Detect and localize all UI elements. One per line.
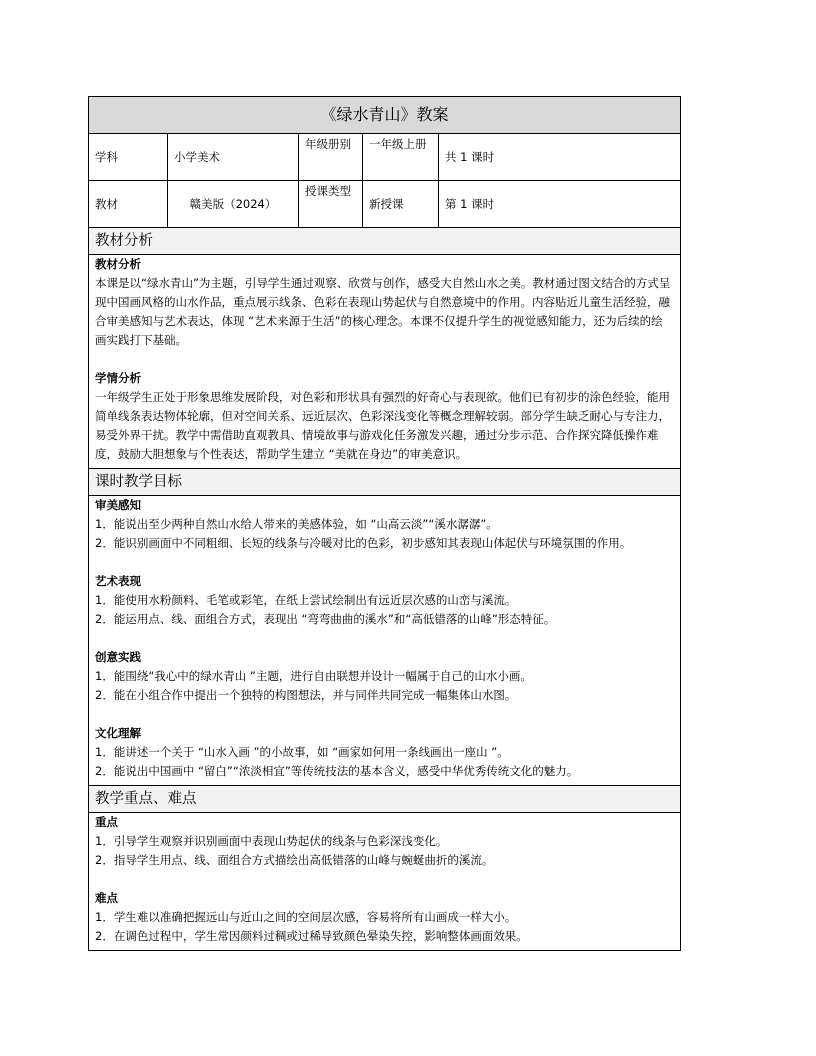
list-item: 2．指导学生用点、线、面组合方式描绘出高低错落的山峰与蜿蜒曲折的溪流。 [95,853,494,867]
subheading: 学情分析 [95,371,141,385]
section-body [89,813,681,951]
grade-label: 年级册别 [299,134,363,181]
subheading: 难点 [95,891,118,905]
textbook-label: 教材 [89,181,168,228]
lesson-type-value: 新授课 [363,181,439,228]
subheading: 教材分析 [95,257,141,271]
subheading: 创意实践 [95,650,141,664]
info-row-1 [89,134,681,181]
lesson-plan-document [88,96,680,951]
lesson-plan-table [88,96,681,951]
total-periods: 共 1 课时 [439,134,681,181]
list-item: 2．能说出中国画中 “留白”“浓淡相宜”等传统技法的基本含义，感受中华优秀传统文化的魅力。 [95,764,579,778]
section-heading: 教材分析 [89,228,681,255]
grade-value: 一年级上册 [363,134,439,181]
list-item: 2．在调色过程中，学生常因颜料过稠或过稀导致颜色晕染失控，影响整体画面效果。 [95,929,528,943]
list-item: 2．能在小组合作中提出一个独特的构图想法，并与同伴共同完成一幅集体山水图。 [95,688,517,702]
list-item: 2．能识别画面中不同粗细、长短的线条与冷暖对比的色彩，初步感知其表现山体起伏与环境氛围的作用。 [95,536,632,550]
subheading: 艺术表现 [95,574,141,588]
textbook-value: 赣美版（2024） [168,181,299,228]
list-item: 1．引导学生观察并识别画面中表现山势起伏的线条与色彩深浅变化。 [95,834,448,848]
section-heading: 教学重点、难点 [89,786,681,813]
subject-value: 小学美术 [168,134,299,181]
section-body [89,496,681,786]
list-item: 1．能讲述一个关于 “山水入画 ”的小故事，如 “画家如何用一条线画出一座山 ”。 [95,745,509,759]
current-period: 第 1 课时 [439,181,681,228]
subject-label: 学科 [89,134,168,181]
info-row-2 [89,181,681,228]
list-item: 1．能使用水粉颜料、毛笔或彩笔，在纸上尝试绘制出有远近层次感的山峦与溪流。 [95,593,517,607]
page-title: 《绿水青山》教案 [89,97,681,134]
list-item: 1．能围绕“我心中的绿水青山 ”主题，进行自由联想并设计一幅属于自己的山水小画。 [95,669,532,683]
subheading: 审美感知 [95,498,141,512]
lesson-type-label: 授课类型 [299,181,363,228]
list-item: 1．能说出至少两种自然山水给人带来的美感体验，如 “山高云淡”“溪水潺潺”。 [95,517,498,531]
subheading: 重点 [95,815,118,829]
paragraph: 本课是以“绿水青山”为主题，引导学生通过观察、欣赏与创作，感受大自然山水之美。教材通过图文结合的方式呈现中国画风格的山水作品，重点展示线条、色彩在表现山势起伏与自然意境中的作用。内容贴近儿童生活经验，融合审美感知与艺术表达，体现 “艺术来源于生活”的核心理念。本课不仅提升学生的视觉感知能力，还为后续的绘画实践打下基础。 [95,276,671,347]
paragraph: 一年级学生正处于形象思维发展阶段，对色彩和形状具有强烈的好奇心与表现欲。他们已有初步的涂色经验，能用简单线条表达物体轮廓，但对空间关系、远近层次、色彩深浅变化等概念理解较弱。部分学生缺乏耐心与专注力，易受外界干扰。教学中需借助直观教具、情境故事与游戏化任务激发兴趣，通过分步示范、合作探究降低操作难度，鼓励大胆想象与个性表达，帮助学生建立 “美就在身边”的审美意识。 [95,390,670,461]
subheading: 文化理解 [95,726,141,740]
section-heading: 课时教学目标 [89,469,681,496]
section-body [89,255,681,469]
list-item: 1．学生难以准确把握远山与近山之间的空间层次感，容易将所有山画成一样大小。 [95,910,517,924]
list-item: 2．能运用点、线、面组合方式，表现出 “弯弯曲曲的溪水”和“高低错落的山峰”形态特征。 [95,612,556,626]
